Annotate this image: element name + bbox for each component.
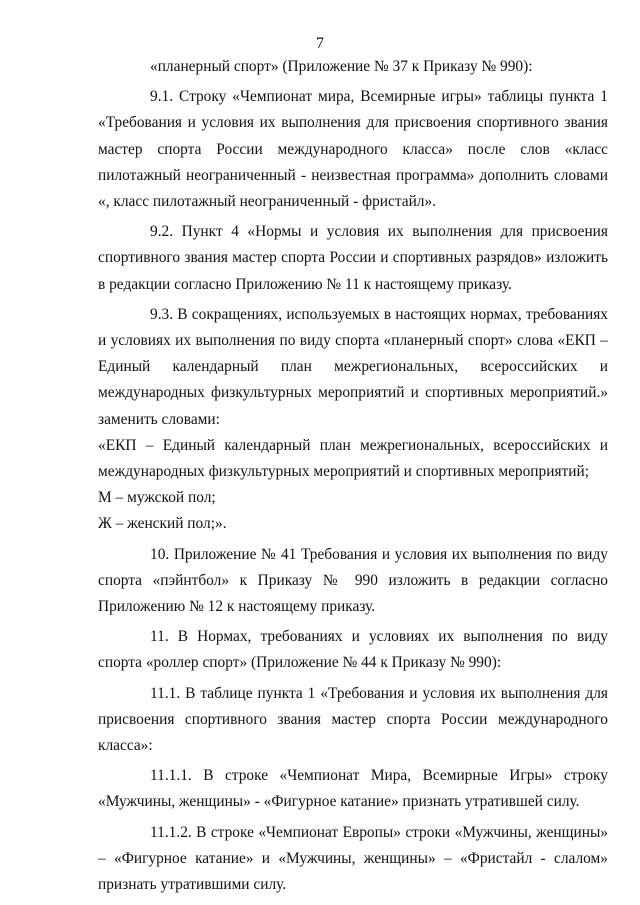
paragraph-male-abbrev: М – мужской пол; — [98, 489, 216, 507]
paragraph-9-2: 9.2. Пункт 4 «Нормы и условия их выполнения для присвоения спортивного звания мастер спорта России и спортивных разрядов» изложить в редакции согласно Приложению № 11 к настоящему приказу. — [98, 223, 608, 293]
paragraph-11-1-1: 11.1.1. В строке «Чемпионат Мира, Всемирные Игры» строку «Мужчины, женщины» - «Фигурное катание» признать утратившей силу. — [98, 767, 608, 811]
paragraph-10: 10. Приложение № 41 Требования и условия их выполнения по виду спорта «пэйнтбол» к Приказу № 990 изложить в редакции согласно Приложению № 12 к настоящему приказу. — [98, 545, 608, 616]
paragraph-11-1-2: 11.1.2. В строке «Чемпионат Европы» строки «Мужчины, женщины» – «Фигурное катание» и «Мужчины, женщины» – «Фристайл - слалом» признать утратившими силу. — [98, 823, 608, 894]
paragraph-9-3: 9.3. В сокращениях, используемых в настоящих нормах, требованиях и условиях их выполнения по виду спорта «планерный спорт» слова «ЕКП – Единый календарный план межрегиональных, всероссийских и международных физкультурных мероприятий и спортивных мероприятий.» заменить словами: — [98, 305, 608, 428]
paragraph-9-1: 9.1. Строку «Чемпионат мира, Всемирные игры» таблицы пункта 1 «Требования и условия их выполнения для присвоения спортивного звания мастер спорта России международного класса» после слов «класс пилотажный неограниченный - неизвестная программа» дополнить словами «, класс пилотажный неограниченный - фристайл». — [98, 88, 608, 211]
paragraph-female-abbrev: Ж – женский пол;». — [98, 515, 227, 533]
paragraph-11: 11. В Нормах, требованиях и условиях их выполнения по виду спорта «роллер спорт» (Приложение № 44 к Приказу № 990): — [98, 628, 608, 672]
document-body — [98, 54, 608, 898]
paragraph-ekp-definition: «ЕКП – Единый календарный план межрегиональных, всероссийских и международных физкультурных мероприятий и спортивных мероприятий; — [98, 436, 608, 481]
paragraph-11-1: 11.1. В таблице пункта 1 «Требования и условия их выполнения для присвоения спортивного звания мастер спорта России международного класса»: — [98, 684, 608, 755]
page-number: 7 — [316, 35, 324, 52]
paragraph-intro: «планерный спорт» (Приложение № 37 к Приказу № 990): — [150, 58, 533, 75]
